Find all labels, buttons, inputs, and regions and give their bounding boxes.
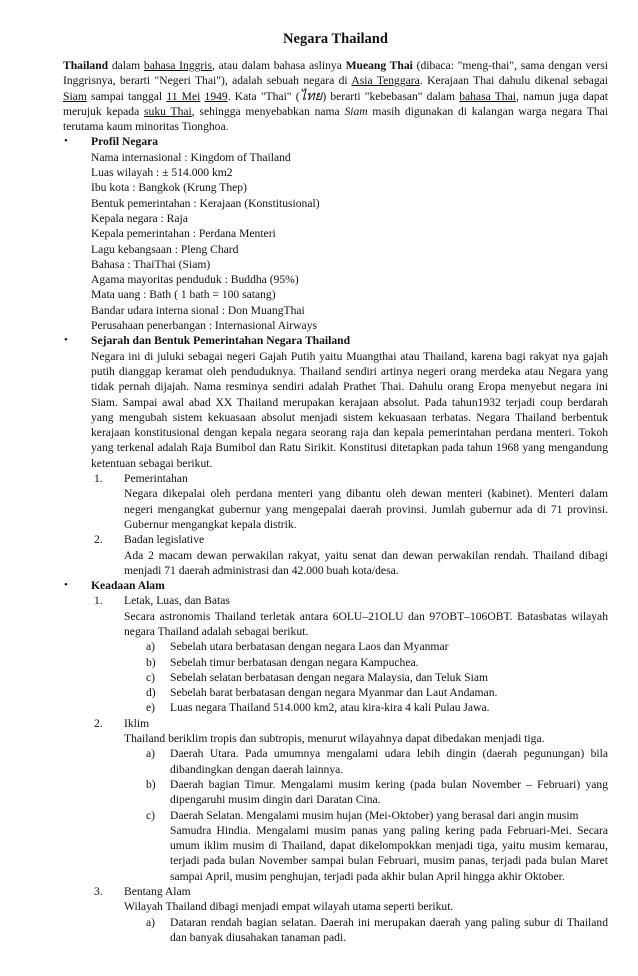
section-heading-keadaan-alam: Keadaan Alam — [91, 579, 165, 593]
intro-bold-mueang-thai: Mueang Thai — [345, 59, 413, 72]
sub-item-label: a) — [146, 747, 156, 761]
link-bahasa-thai[interactable]: bahasa Thai — [459, 89, 516, 103]
numbered-item-iklim — [94, 716, 608, 884]
sub-item-text: Daerah bagian Timur. Mengalami musim kering (pada bulan November – Februari) yang dipengaruhi musim dingin dari Daratan Cina. — [170, 777, 608, 807]
sub-item — [124, 700, 608, 715]
sub-item-label: e) — [146, 701, 156, 715]
link-bahasa-inggris[interactable]: bahasa Inggris — [143, 59, 213, 72]
section-profil — [63, 134, 608, 333]
intro-text: sampai tanggal — [86, 89, 167, 103]
section-heading-sejarah: Sejarah dan Bentuk Pemerintahan Negara Thailand — [91, 334, 351, 348]
profil-rows — [91, 150, 608, 334]
profil-row: Ibu kota : Bangkok (Krung Thep) — [91, 181, 247, 195]
sub-item — [124, 655, 608, 670]
sejarah-numbered-list — [91, 471, 608, 578]
sub-item-label: c) — [146, 670, 156, 684]
profil-row: Luas wilayah : ± 514.000 km2 — [91, 166, 233, 180]
sub-item-label: b) — [146, 655, 156, 669]
link-siam[interactable]: Siam — [63, 89, 87, 103]
sub-item-text: Sebelah selatan berbatasan dengan negara Malaysia, dan Teluk Siam — [170, 670, 489, 684]
section-heading-profil: Profil Negara — [91, 135, 159, 149]
item-text: Negara dikepalai oleh perdana menteri yang dibantu oleh dewan menteri (kabinet). Menteri dalam negeri mengangkat gubernur yang mengepalai daerah provinsi. Jumlah gubernur ada di 71 provinsi. Gubernur mengangkat kepala distrik. — [124, 487, 608, 531]
item-text: Ada 2 macam dewan perwakilan rakyat, yaitu senat dan dewan perwakilan rendah. Thailand dibagi menjadi 71 daerah administrasi dan 42.000 buah kota/desa. — [124, 548, 608, 577]
sub-item — [124, 808, 608, 884]
profil-row: Bahasa : ThaiThai (Siam) — [91, 257, 211, 271]
profil-row: Nama internasional : Kingdom of Thailand — [91, 150, 291, 164]
intro-bold-thailand: Thailand — [63, 59, 109, 72]
section-keadaan-alam — [63, 578, 608, 945]
sub-item-text: Sebelah timur berbatasan dengan negara Kampuchea. — [170, 655, 419, 669]
numbered-item — [94, 532, 608, 578]
profil-row: Kepala negara : Raja — [91, 211, 188, 225]
profil-row: Perusahaan penerbangan : Internasional Airways — [91, 319, 317, 333]
sub-item-text: Sebelah utara berbatasan dengan negara Laos dan Myanmar — [170, 640, 449, 654]
profil-row: Bandar udara interna sional : Don MuangThai — [91, 303, 305, 317]
link-asia-tenggara[interactable]: Asia Tenggara — [351, 74, 420, 88]
item-title: Pemerintahan — [124, 472, 188, 486]
link-1949[interactable]: 1949 — [204, 89, 228, 103]
item-title: Badan legislative — [124, 533, 205, 547]
profil-row: Kepala pemerintahan : Perdana Menteri — [91, 227, 276, 241]
thai-script-word: ไทย — [299, 88, 323, 104]
item-number: 2. — [94, 533, 103, 547]
bullet-icon: • — [64, 334, 68, 347]
link-suku-thai[interactable]: suku Thai — [144, 104, 192, 118]
item-text: Secara astronomis Thailand terletak antara 6OLU–21OLU dan 97OBT–106OBT. Batasbatas wilayah negara Thailand adalah sebagai berikut. — [124, 609, 608, 638]
sub-item — [124, 685, 608, 700]
item-number: 1. — [94, 594, 103, 608]
intro-text: ) berarti "kebebasan" dalam — [322, 89, 460, 103]
intro-italic-siam: Siam — [344, 104, 368, 118]
section-list — [63, 134, 608, 945]
sub-item-label: a) — [146, 640, 156, 654]
profil-row: Lagu kebangsaan : Pleng Chard — [91, 242, 239, 256]
intro-text: masih digunakan di kalangan warga negara Thai terutama kaum minoritas Tionghoa. — [63, 104, 608, 134]
sub-item-continuation: Samudra Hindia. Mengalami musim panas yang paling kering pada Februari-Mei. Secara umum iklim musim di Thailand, dapat dikelompokkan menjadi tiga, yaitu musim kemarau, terjadi pada bulan November sampai bulan Februari, musim panas, terjadi pada bulan Maret sampai April, musim penghujan, terjadi pada akhir bulan April hingga akhir Oktober. — [170, 823, 608, 883]
intro-text: . Kata "Thai" ( — [227, 89, 300, 103]
profil-row: Bentuk pemerintahan : Kerajaan (Konstitusional) — [91, 196, 320, 210]
intro-text: , atau dalam bahasa aslinya — [212, 59, 346, 72]
sub-item-text: Daerah Utara. Pada umumnya mengalami udara lebih dingin (daerah pegunungan) bila dibandingkan dengan daerah lainnya. — [170, 747, 608, 776]
sub-item — [124, 746, 608, 777]
intro-text: , namun juga dapat merujuk kepada — [63, 89, 608, 118]
keadaan-numbered-list — [91, 593, 608, 945]
sub-item-text: Dataran rendah bagian selatan. Daerah ini merupakan daerah yang paling subur di Thailand dan banyak diusahakan tanaman padi. — [170, 915, 608, 944]
intro-text: dalam — [108, 59, 144, 72]
intro-paragraph — [63, 58, 608, 134]
intro-text: . Kerajaan Thai dahulu dikenal sebagai — [419, 74, 608, 88]
link-11-mei[interactable]: 11 Mei — [166, 89, 201, 103]
intro-text: , sehingga menyebabkan nama — [191, 104, 345, 118]
bentang-sublist — [124, 915, 608, 946]
item-title: Letak, Luas, dan Batas — [124, 594, 230, 608]
bullet-icon: • — [64, 135, 68, 148]
profil-row: Agama mayoritas penduduk : Buddha (95%) — [91, 273, 299, 287]
numbered-item — [94, 471, 608, 532]
numbered-item-letak — [94, 593, 608, 715]
item-text: Thailand beriklim tropis dan subtropis, menurut wilayahnya dapat dibedakan menjadi tiga. — [124, 732, 545, 746]
sub-item-label: a) — [146, 915, 156, 929]
sub-item — [124, 915, 608, 946]
item-title: Bentang Alam — [124, 885, 191, 899]
sub-item-text: Sebelah barat berbatasan dengan negara Myanmar dan Laut Andaman. — [170, 686, 498, 700]
sub-item — [124, 639, 608, 654]
letak-sublist — [124, 639, 608, 715]
sub-item — [124, 670, 608, 685]
iklim-sublist — [124, 746, 608, 884]
bullet-icon: • — [64, 579, 68, 592]
sub-item-label: d) — [146, 686, 156, 700]
profil-row: Mata uang : Bath ( 1 bath = 100 satang) — [91, 288, 276, 302]
section-sejarah — [63, 333, 608, 578]
page-title: Negara Thailand — [283, 31, 388, 47]
intro-text: (dibaca: "meng-thai", sama dengan versi Inggrisnya, berarti "Negeri Thai"), adalah sebuah negara di — [63, 59, 609, 88]
sub-item-text: Luas negara Thailand 514.000 km2, atau kira-kira 4 kali Pulau Jawa. — [170, 701, 490, 715]
sub-item-label: b) — [146, 777, 156, 791]
item-number: 1. — [94, 472, 103, 486]
item-number: 2. — [94, 716, 103, 730]
item-number: 3. — [94, 885, 103, 899]
sub-item-text: Daerah Selatan. Mengalami musim hujan (Mei-Oktober) yang berasal dari angin musim — [170, 808, 579, 822]
item-text: Wilayah Thailand dibagi menjadi empat wilayah utama seperti berikut. — [124, 900, 454, 914]
sub-item — [124, 777, 608, 808]
numbered-item-bentang — [94, 884, 608, 945]
sejarah-paragraph: Negara ini di juluki sebagai negeri Gajah Putih yaitu Muangthai atau Thailand, karena bagi rakyat nya gajah putih dianggap keramat oleh penduduknya. Thailand sendiri artinya negeri orang merdeka atau Negara yang tidak pernah dijajah. Nama resminya sendiri adalah Prathet Thai. Dahulu orang Eropa menyebut negara ini Siam. Sampai awal abad XX Thailand merupakan kerajaan absolut. Pada tahun1932 terjadi coup berdarah yang mengubah sistem kekuasaan absolut menjadi sistem kekuasaan terbatas. Negara Thailand berbentuk kerajaan konstitusional dengan kepala negara seorang raja dan kepala pemerintahan perdana menteri. Tokoh yang terkenal adalah Raja Bumibol dan Ratu Sirikit. Konstitusi ditetapkan pada tahun 1968 yang mengandung ketentuan sebagai berikut. — [91, 349, 608, 470]
sub-item-label: c) — [146, 808, 156, 822]
item-title: Iklim — [124, 716, 150, 730]
